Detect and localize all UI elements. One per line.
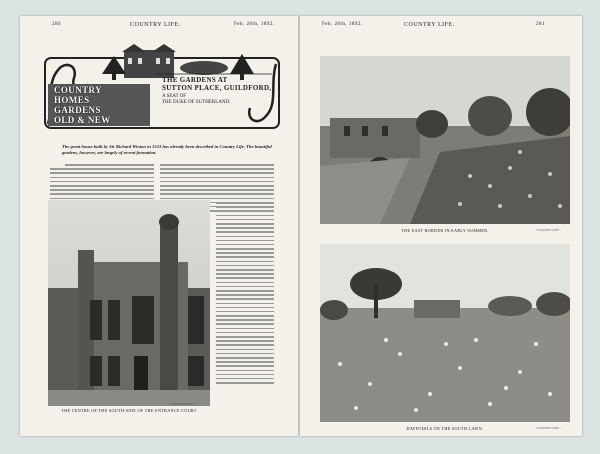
page-date: Feb. 20th, 1892. [234, 22, 275, 27]
daffodils-caption: DAFFODILS ON THE SOUTH LAWN. [406, 426, 484, 431]
daffodils-photo [320, 244, 570, 422]
entrance-court-photo [48, 200, 210, 406]
page-number: 280 [52, 22, 61, 27]
article-title-line-1: THE GARDENS AT [162, 76, 228, 84]
house-illustration-icon [122, 44, 176, 78]
right-page [300, 16, 582, 436]
article-title [162, 76, 271, 92]
east-border-credit: "COUNTRY LIFE." [536, 228, 561, 232]
left-page [20, 16, 298, 436]
east-border-caption: THE EAST BORDER IN EARLY SUMMER. [401, 228, 489, 233]
logo-line-2: HOMES [54, 95, 90, 105]
article-subtitle-line-1: A SEAT OF [162, 94, 187, 99]
logo-line-3: GARDENS [54, 105, 101, 115]
title-banner [44, 44, 280, 136]
article-title-line-2: SUTTON PLACE, GUILDFORD, [162, 84, 272, 92]
article-subtitle-line-2: THE DUKE OF SUTHERLAND. [162, 100, 231, 105]
running-head: COUNTRY LIFE. [130, 22, 181, 28]
logo-line-1: COUNTRY [54, 85, 102, 95]
page-date: Feb. 20th, 1892. [322, 22, 363, 27]
running-head: COUNTRY LIFE. [404, 22, 455, 28]
body-column-3 [216, 202, 274, 386]
article-subtitle [162, 94, 230, 106]
east-border-photo [320, 56, 570, 224]
entrance-court-caption: THE CENTRE OF THE SOUTH SIDE OF THE ENTRANCE COURT [61, 408, 197, 413]
page-number: 281 [536, 22, 545, 27]
left-page-header [20, 22, 298, 32]
daffodils-credit: "COUNTRY LIFE." [536, 426, 561, 430]
right-page-header [300, 22, 582, 32]
logo-line-4: OLD & NEW [54, 115, 111, 125]
entrance-court-credit: "COUNTRY LIFE." [170, 402, 195, 406]
article-intro: The great house built by Sir Richard Weston in 1523 has already been described in Country Life. The beautiful gardens, however, are largely of recent formation. [62, 144, 272, 155]
